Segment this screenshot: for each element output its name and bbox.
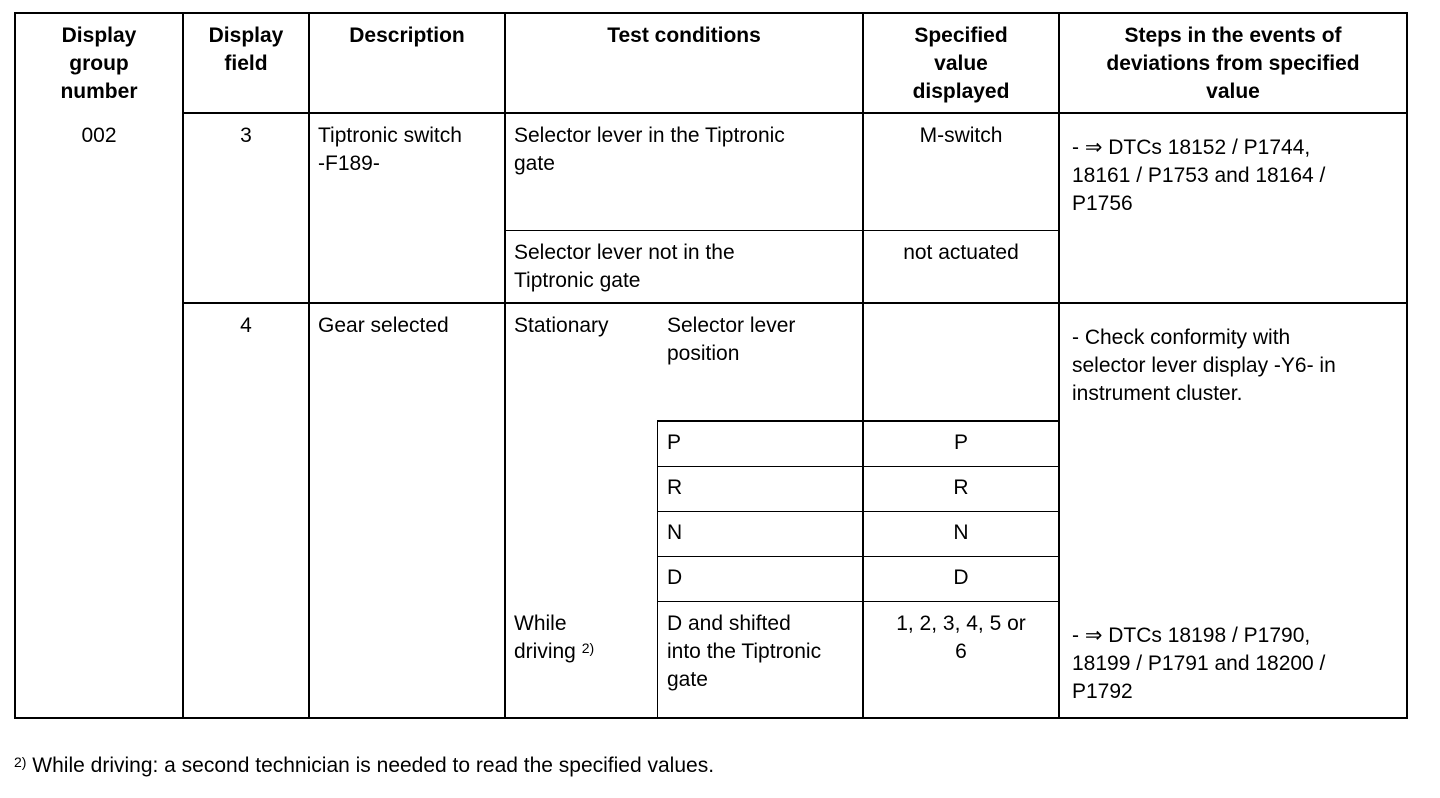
col-sep-group	[182, 12, 184, 719]
col-sep-description	[504, 12, 506, 719]
row4-selector-position: Selector lever position	[667, 314, 796, 365]
gear-position-p: P	[667, 431, 682, 454]
row4-steps-check: - Check conformity with selector lever display -Y6- in instrument cluster.	[1072, 326, 1336, 405]
row3-separator	[182, 302, 1408, 304]
header-separator	[182, 112, 1408, 114]
col-sep-field	[308, 12, 310, 719]
gear-value-n: N	[953, 521, 969, 544]
gear-value-r: R	[953, 476, 969, 499]
row4-driving-value: 1, 2, 3, 4, 5 or 6	[896, 612, 1026, 663]
gear-separator-r	[657, 466, 1060, 467]
row4-field: 4	[240, 314, 252, 337]
group-number: 002	[81, 124, 117, 147]
header-test-conditions: Test conditions	[607, 24, 761, 47]
header-display-field: Display field	[208, 24, 284, 75]
row3-condition-in-gate: Selector lever in the Tiptronic gate	[514, 124, 785, 175]
gear-separator-top	[657, 420, 1060, 422]
row4-steps-dtc: - ⇒ DTCs 18198 / P1790, 18199 / P1791 and 18200 / P1792	[1072, 624, 1326, 703]
row4-driving-condition: D and shifted into the Tiptronic gate	[667, 612, 822, 691]
table-border-right	[1406, 12, 1408, 719]
row3-value-m-switch: M-switch	[919, 124, 1003, 147]
row4-description: Gear selected	[318, 314, 449, 337]
gear-position-r: R	[667, 476, 683, 499]
footnote	[14, 752, 714, 780]
gear-value-p: P	[953, 431, 968, 454]
row3-cond-separator	[504, 230, 1060, 231]
header-steps: Steps in the events of deviations from specified value	[1106, 24, 1360, 103]
footnote-text: While driving: a second technician is needed to read the specified values.	[32, 754, 715, 777]
header-group-number: Display group number	[60, 24, 138, 103]
header-description: Description	[349, 24, 465, 47]
gear-position-d: D	[667, 566, 683, 589]
row3-description: Tiptronic switch -F189-	[318, 124, 462, 175]
row4-while-driving: While driving $^{2)}$	[514, 612, 595, 663]
row3-steps: - ⇒ DTCs 18152 / P1744, 18161 / P1753 and 18164 / P1756	[1072, 136, 1326, 215]
table-border-top	[14, 12, 1408, 14]
gear-position-n: N	[667, 521, 683, 544]
table-border-left	[14, 12, 16, 719]
header-specified-value: Specified value displayed	[912, 24, 1010, 103]
row3-condition-not-in-gate: Selector lever not in the Tiptronic gate	[514, 241, 735, 292]
gear-separator-driving	[657, 601, 1060, 602]
col-sep-specified	[1058, 12, 1060, 719]
row4-stationary: Stationary	[514, 314, 609, 337]
row3-value-not-actuated: not actuated	[903, 241, 1019, 264]
row3-field: 3	[240, 124, 252, 147]
footnote-mark: 2)	[14, 754, 27, 770]
gear-separator-d	[657, 556, 1060, 557]
footnote-ref: 2)	[581, 640, 595, 656]
table-border-bottom	[14, 717, 1408, 719]
gear-separator-n	[657, 511, 1060, 512]
gear-value-d: D	[953, 566, 969, 589]
